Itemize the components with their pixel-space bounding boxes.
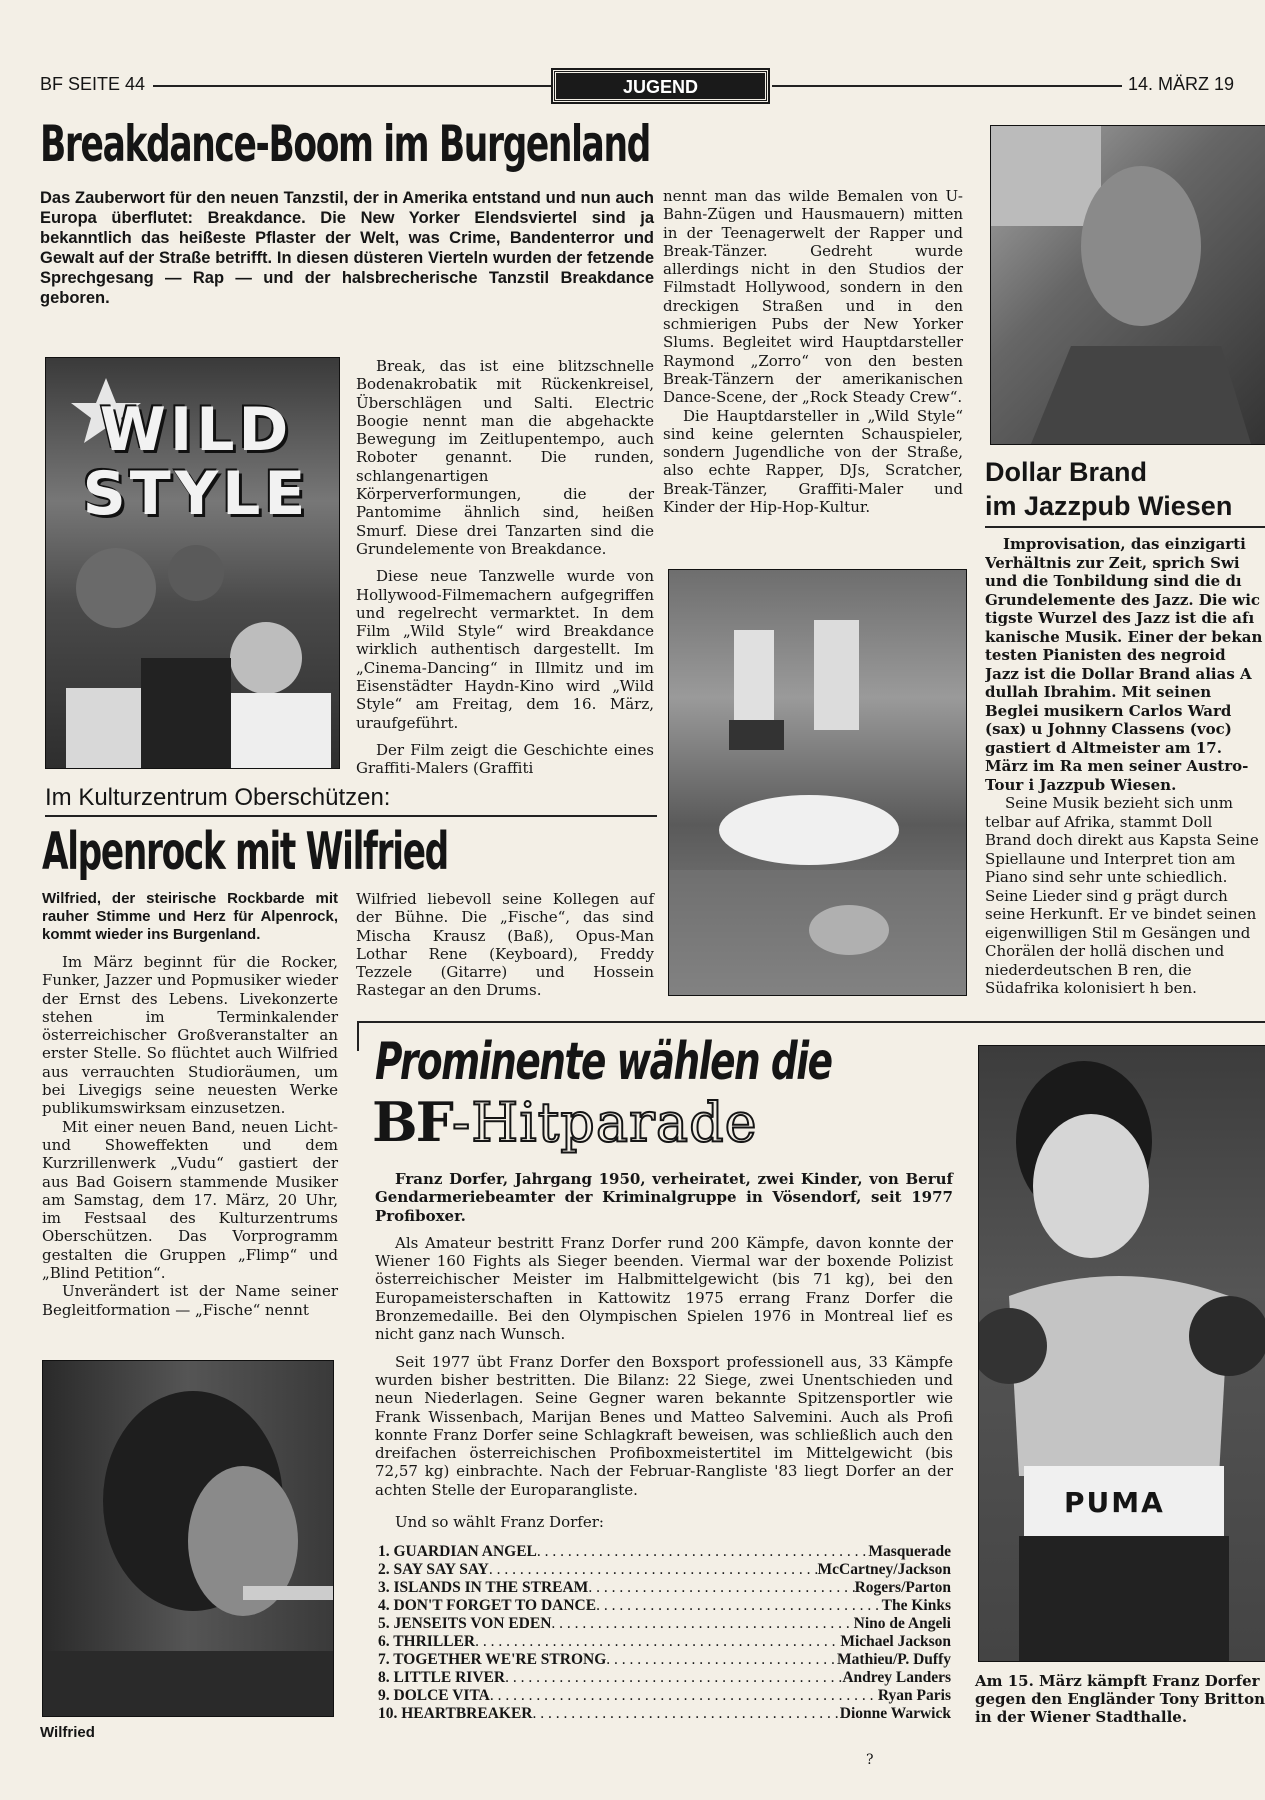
- page-date: 14. MÄRZ 19: [1128, 74, 1235, 94]
- footer-mark: ?: [866, 1752, 874, 1768]
- breakdance-col2: [356, 357, 654, 778]
- list-item-artist: Michael Jackson: [840, 1633, 951, 1650]
- list-item-title: 6. THRILLER: [378, 1633, 476, 1650]
- hitparade-headline: Prominente wählen die: [375, 1032, 832, 1092]
- hitparade-list: [378, 1543, 951, 1723]
- list-item-title: 2. SAY SAY SAY: [378, 1561, 489, 1578]
- list-item: [378, 1669, 951, 1687]
- list-item-artist: Rogers/Parton: [854, 1579, 951, 1596]
- list-item-artist: The Kinks: [881, 1597, 951, 1614]
- boxer-belt-text: PUMA: [1064, 1486, 1165, 1519]
- alpenrock-headline: Alpenrock mit Wilfried: [42, 822, 448, 882]
- alpenrock-p1: Im März beginnt für die Rocker, Funker, Jazzer und Popmusiker wieder der Ernst des Lebens. Livekonzerte stehen im Terminkalender österreichischer Großveranstalter an erster Stelle. So flüchtet auch Wilfried aus verrauchten Studioräumen, um bei Livegigs seine neuesten Werke publikumswirksam einzusetzen.: [42, 953, 338, 1118]
- header-rule-left: [153, 85, 553, 87]
- hitparade-body: [375, 1170, 953, 1531]
- hitparade-p2: Seit 1977 übt Franz Dorfer den Boxsport professionell aus, 33 Kämpfe wurden bisher bestritten. Die Bilanz: 22 Siege, zwei Unentschieden und neun Niederlagen. Seine Gegner waren bekannte Spitzensportler wie Frank Wissenbach, Marijan Benes und Matteo Salvemini. Auch als Profi konnte Franz Dorfer seine Schlagkraft beweisen, was schließlich auch den dreifachen österreichischen Profiboxmeistertitel im Mittelgewicht (bis 72,57 kg) einbrachte. Nach der Februar-Rangliste '83 liegt Dorfer an der achten Stelle der Europarangliste.: [375, 1352, 953, 1499]
- hitparade-list-intro: Und so wählt Franz Dorfer:: [395, 1513, 604, 1532]
- list-item-artist: Dionne Warwick: [839, 1705, 951, 1722]
- list-item: [378, 1579, 951, 1597]
- list-item: [378, 1597, 951, 1615]
- hitparade-vrule: [357, 1021, 359, 1051]
- list-item-artist: McCartney/Jackson: [817, 1561, 951, 1578]
- jazz-headline-line1: Dollar Brand: [985, 457, 1148, 487]
- wilfried-photo-art: [43, 1361, 333, 1716]
- hitparade-title-row: [372, 1090, 758, 1154]
- list-item: [378, 1561, 951, 1579]
- page-label: BF SEITE 44: [40, 74, 146, 94]
- jazz-rule: [985, 526, 1265, 528]
- list-item: [378, 1651, 951, 1669]
- boxer-photo-caption: Am 15. März kämpft Franz Dorfer gegen den Engländer Tony Britton in der Wiener Stadthalle.: [975, 1672, 1265, 1726]
- list-item-title: 7. TOGETHER WE'RE STRONG: [378, 1651, 607, 1668]
- header-rule-right: [772, 85, 1122, 87]
- alpenrock-lead: Wilfried, der steirische Rockbarde mit rauher Stimme und Herz für Alpenrock, kommt wieder ins Burgenland.: [42, 890, 338, 943]
- breakdance-col3: [663, 187, 963, 516]
- list-item-artist: Mathieu/P. Duffy: [837, 1651, 951, 1668]
- list-item-title: 5. JENSEITS VON EDEN: [378, 1615, 552, 1632]
- boxer-photo: [978, 1045, 1265, 1662]
- breakdance-col2-p2: Diese neue Tanzwelle wurde von Hollywood-Filmemachern aufgegriffen und regelrecht vermarktet. In dem Film „Wild Style“ wird Breakdance wirklich authentisch dargestellt. Im „Cinema-Dancing“ in Illmitz und im Eisenstädter Haydn-Kino wird „Wild Style“ am Freitag, dem 16. März, uraufgeführt.: [356, 567, 654, 732]
- jazz-p2: Seine Musik bezieht sich unm telbar auf Afrika, stammt Doll Brand doch direkt aus Kapsta Seine Spiellaune und Interpret tion am Piano sind sehr unte schiedlich. Seine Lieder sind g prägt durch seine Herkunft. Er ve bindet seinen eigenwilligen Stil m Gesängen und Chorälen der hollä dischen und niederdeutschen B ren, die Südafrika kolonisiert h ben.: [985, 794, 1259, 997]
- list-item-title: 1. GUARDIAN ANGEL: [378, 1543, 537, 1560]
- wilfried-photo-caption: Wilfried: [40, 1724, 95, 1741]
- jazz-headline: [985, 455, 1232, 523]
- list-item-title: 4. DON'T FORGET TO DANCE: [378, 1597, 597, 1614]
- dollar-brand-photo: [990, 125, 1265, 445]
- list-item-title: 9. DOLCE VITA: [378, 1687, 490, 1704]
- hitparade-bf-label: BF: [372, 1090, 452, 1154]
- alpenrock-col1: [42, 890, 338, 1319]
- list-item: [378, 1633, 951, 1651]
- list-item-artist: Andrey Landers: [842, 1669, 951, 1686]
- list-item-artist: Masquerade: [868, 1543, 951, 1560]
- hitparade-hit-label: -Hitparade: [451, 1091, 758, 1154]
- boxer-photo-art: [979, 1046, 1265, 1661]
- hitparade-lead: Franz Dorfer, Jahrgang 1950, verheiratet, zwei Kinder, von Beruf Gendarmeriebeamter der Kriminalgruppe in Vösendorf, seit 1977 Profiboxer.: [375, 1170, 953, 1225]
- list-item-title: 3. ISLANDS IN THE STREAM: [378, 1579, 589, 1596]
- wild-style-poster-lettering: WILD STYLE: [82, 395, 310, 529]
- list-item: [378, 1687, 951, 1705]
- breakdance-col3-p1: nennt man das wilde Bemalen von U-Bahn-Zügen und Hausmauern) mitten in der Teenagerwelt der Rapper und Break-Tänzer. Gedreht wurde allerdings nicht in den Studios der Filmstadt Hollywood, sondern in den dreckigen Straßen und in den schmierigen Pubs der New Yorker Slums. Begleitet wird Hauptdarsteller Raymond „Zorro“ von den besten Break-Tänzern der amerikanischen Dance-Scene, der „Rock Steady Crew“.: [663, 187, 963, 407]
- list-item-artist: Nino de Angeli: [853, 1615, 951, 1632]
- list-item: [378, 1705, 951, 1723]
- breakdance-col2-p1: Break, das ist eine blitzschnelle Bodenakrobatik mit Rückenkreisel, Überschlägen und Salti. Electric Boogie nennt man die abgehackte Bewegung im Zeitlupentempo, auch Roboter genannt. Die runden, schlangenartigen Körperverformungen, die der Pantomime ähnlich sind, heißen Smurf. Diese drei Tanzarten sind die Grundelemente von Breakdance.: [356, 357, 654, 558]
- jazz-lead: Improvisation, das einzigarti Verhältnis zur Zeit, sprich Swi und die Tonbildung sind die dı Grundelemente des Jazz. Die wic tigste Wurzel des Jazz ist die afı kanische Musik. Einer der bekan testen Pianisten des negroid Jazz ist die Dollar Brand alias A dullah Ibrahim. Mit seinen Beglei musikern Carlos Ward (sax) u Johnny Classens (voc) gastiert d Altmeister am 17. März im Ra men seiner Austro-Tour i Jazzpub Wiesen.: [985, 535, 1263, 794]
- section-label: JUGEND: [553, 70, 768, 102]
- breakdancers-photo-art: [669, 570, 966, 995]
- wilfried-photo: [42, 1360, 334, 1717]
- list-item: [378, 1543, 951, 1561]
- list-item-title: 8. LITTLE RIVER: [378, 1669, 506, 1686]
- breakdance-headline: Breakdance-Boom im Burgenland: [40, 115, 650, 173]
- jazz-body: [985, 535, 1263, 998]
- breakdancers-photo: [668, 569, 967, 996]
- dollar-brand-photo-art: [991, 126, 1265, 444]
- alpenrock-col2: [356, 890, 654, 1000]
- alpenrock-p2: Mit einer neuen Band, neuen Licht- und Showeffekten und dem Kurzrillenwerk „Vudu“ gastiert der aus Bad Goisern stammende Musiker am Samstag, dem 17. März, 20 Uhr, im Festsaal des Kulturzentrums Oberschützen. Das Vorprogramm gestalten die Gruppen „Flimp“ und „Blind Petition“.: [42, 1117, 338, 1283]
- list-item-artist: Ryan Paris: [877, 1687, 951, 1704]
- breakdance-lead: Das Zauberwort für den neuen Tanzstil, der in Amerika entstand und nun auch Europa überflutet: Breakdance. Die New Yorker Elendsviertel sind ja bekanntlich das heißeste Pflaster der Welt, was Crime, Bandenterror und Gewalt auf der Straße betrifft. In diesen düsteren Vierteln wurden der fetzende Sprechgesang — Rap — und der halsbrecherische Tanzstil Breakdance geboren.: [40, 189, 654, 307]
- wild-style-poster-photo: [45, 357, 340, 769]
- alpenrock-rule: [45, 815, 657, 817]
- jazz-headline-line2: im Jazzpub Wiesen: [985, 491, 1233, 521]
- alpenrock-kicker: Im Kulturzentrum Oberschützen:: [45, 784, 391, 811]
- list-item-title: 10. HEARTBREAKER: [378, 1705, 533, 1722]
- list-item: [378, 1615, 951, 1633]
- hitparade-p1: Als Amateur bestritt Franz Dorfer rund 200 Kämpfe, davon konnte der Wiener 160 Fights als Sieger beenden. Viermal war der boxende Polizist österreichischer Meister im Halbmittelgewicht (bis 71 kg), bei den Europameisterschaften in Kattowitz 1975 errang Franz Dorfer die Bronzemedaille. Bei den Olympischen Spielen 1976 in Montreal lief es nicht ganz nach Wunsch.: [375, 1233, 953, 1344]
- hitparade-rule: [357, 1021, 1265, 1023]
- alpenrock-col2-text: Wilfried liebevoll seine Kollegen auf der Bühne. Die „Fische“, das sind Mischa Krausz (Baß), Opus-Man Lothar Rene (Keyboard), Freddy Tezzele (Gitarre) und Hossein Rastegar an den Drums.: [356, 890, 654, 1000]
- breakdance-col2-p3: Der Film zeigt die Geschichte eines Graffiti-Malers (Graffiti: [356, 740, 654, 778]
- alpenrock-p3: Unverändert ist der Name seiner Begleitformation — „Fische“ nennt: [42, 1282, 338, 1319]
- breakdance-col3-p2: Die Hauptdarsteller in „Wild Style“ sind keine gelernten Schauspieler, sondern Jugendliche von der Straße, also echte Rapper, DJs, Scratcher, Break-Tänzer, Graffiti-Maler und Kinder der Hip-Hop-Kultur.: [663, 406, 963, 517]
